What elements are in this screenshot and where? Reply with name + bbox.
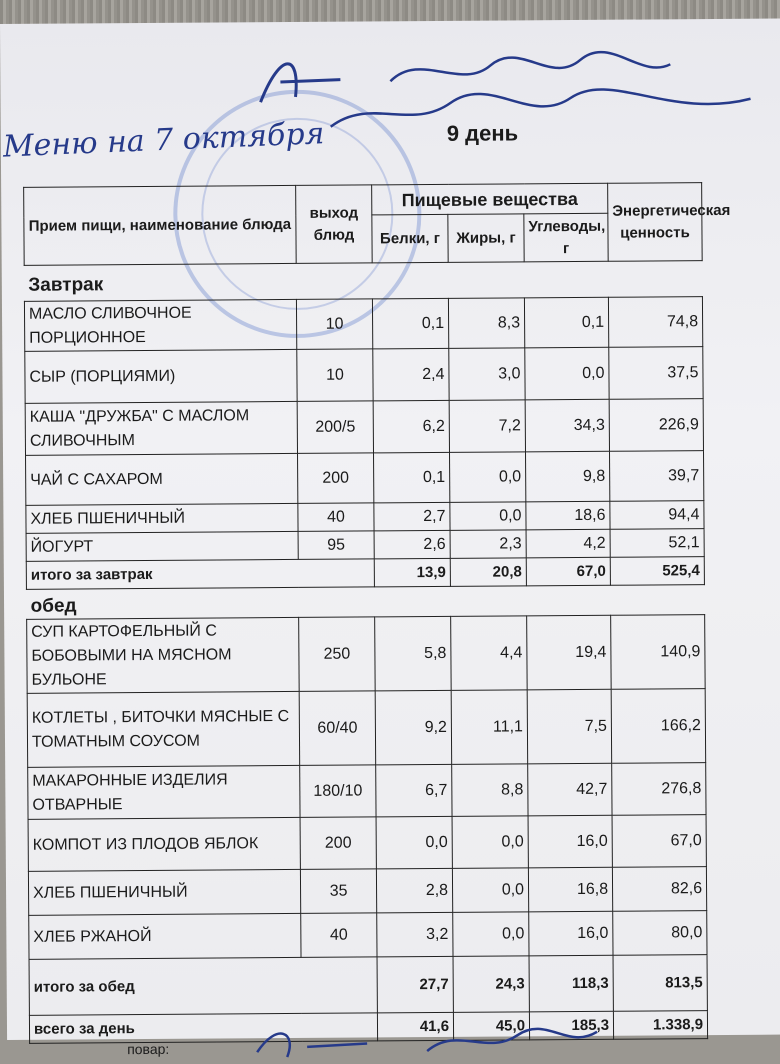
approval-signature: [250, 39, 771, 133]
cook-signature: [247, 1020, 607, 1063]
dish-energy: 80,0: [613, 911, 707, 956]
menu-sheet: [0, 19, 780, 1058]
dish-protein: 2,7: [374, 502, 450, 531]
table-row: [26, 451, 704, 506]
dish-fat: 2,3: [450, 530, 526, 559]
dish-yield: 180/10: [300, 765, 376, 818]
dish-fat: 0,0: [452, 816, 528, 869]
dish-energy: 37,5: [609, 347, 703, 400]
dish-fat: 8,8: [452, 764, 528, 817]
dish-energy: 39,7: [610, 451, 704, 502]
dish-protein: 2,4: [373, 348, 449, 401]
dish-fat: 0,0: [450, 452, 526, 503]
section-breakfast: Завтрак: [28, 273, 104, 296]
header-carbs: Углеводы, г: [524, 213, 608, 262]
dish-energy: 276,8: [612, 763, 706, 816]
dish-carbs: 19,4: [527, 615, 612, 690]
dish-yield: 40: [298, 503, 374, 532]
dish-yield: 10: [297, 349, 373, 402]
dish-fat: 0,0: [452, 868, 528, 913]
dish-protein: 2,6: [374, 530, 450, 559]
table-row: [28, 867, 706, 916]
total-carbs: 118,3: [529, 955, 613, 1012]
dish-carbs: 18,6: [526, 501, 610, 530]
dish-energy: 52,1: [610, 529, 704, 558]
total-energy: 1.338,9: [613, 1011, 707, 1040]
dish-carbs: 4,2: [526, 529, 610, 558]
dish-name: ЙОГУРТ: [26, 531, 298, 561]
dish-carbs: 9,8: [525, 451, 609, 502]
dish-protein: 0,1: [372, 298, 448, 349]
dish-protein: 0,1: [374, 452, 450, 503]
dish-name: ХЛЕБ РЖАНОЙ: [29, 913, 301, 959]
total-label: итого за завтрак: [26, 559, 374, 589]
table-row: [29, 911, 707, 960]
dish-energy: 140,9: [611, 615, 706, 690]
total-energy: 813,5: [613, 955, 707, 1012]
menu-table: [23, 182, 731, 1044]
dish-carbs: 7,5: [527, 689, 612, 764]
table-row: [27, 689, 706, 768]
dish-protein: 6,2: [373, 400, 449, 453]
dish-yield: 10: [296, 299, 372, 350]
dish-carbs: 16,8: [528, 867, 612, 912]
dish-energy: 166,2: [611, 689, 706, 764]
dish-carbs: 0,1: [524, 297, 608, 348]
dish-energy: 74,8: [608, 297, 702, 348]
dish-yield: 200: [298, 453, 374, 504]
dish-name: КАША "ДРУЖБА" С МАСЛОМ СЛИВОЧНЫМ: [25, 401, 297, 455]
dish-fat: 3,0: [449, 348, 525, 401]
dish-fat: 11,1: [451, 690, 528, 765]
dish-carbs: 16,0: [529, 911, 613, 956]
section-lunch: обед: [30, 594, 77, 617]
total-protein: 13,9: [374, 558, 450, 587]
dish-energy: 94,4: [610, 501, 704, 530]
total-fat: 45,0: [453, 1012, 529, 1041]
lunch-total-row: [29, 955, 707, 1016]
dish-name: МАСЛО СЛИВОЧНОЕ ПОРЦИОННОЕ: [24, 299, 296, 351]
dish-yield: 95: [298, 531, 374, 560]
dish-fat: 8,3: [448, 298, 524, 349]
cook-label: повар:: [127, 1040, 170, 1058]
total-fat: 20,8: [450, 558, 526, 587]
dish-name: СУП КАРТОФЕЛЬНЫЙ С БОБОВЫМИ НА МЯСНОМ БУЛЬОНЕ: [27, 617, 300, 693]
total-protein: 41,6: [377, 1012, 453, 1041]
header-energy: Энергетическая ценность: [608, 183, 703, 262]
table-row: [28, 815, 706, 872]
table-row: [25, 347, 703, 404]
table-row: [25, 399, 703, 456]
header-fat: Жиры, г: [448, 214, 524, 263]
dish-name: КОТЛЕТЫ , БИТОЧКИ МЯСНЫЕ С ТОМАТНЫМ СОУСОМ: [27, 691, 300, 767]
dish-name: СЫР (ПОРЦИЯМИ): [25, 349, 297, 403]
dish-name: ХЛЕБ ПШЕНИЧНЫЙ: [26, 503, 298, 533]
dish-fat: 0,0: [450, 502, 526, 531]
header-protein: Белки, г: [372, 214, 448, 263]
dish-protein: 9,2: [375, 690, 452, 765]
total-fat: 24,3: [453, 956, 529, 1013]
total-protein: 27,7: [377, 956, 453, 1013]
total-label: итого за обед: [29, 957, 377, 1015]
dish-carbs: 42,7: [528, 763, 612, 816]
header-meal: Прием пищи, наименование блюда: [24, 185, 297, 265]
dish-name: ХЛЕБ ПШЕНИЧНЫЙ: [28, 869, 300, 915]
dish-fat: 7,2: [449, 400, 525, 453]
dish-protein: 6,7: [376, 764, 452, 817]
dish-yield: 250: [299, 617, 376, 692]
dish-energy: 67,0: [612, 815, 706, 868]
dish-yield: 200/5: [297, 401, 373, 454]
table-row: [24, 297, 702, 352]
dish-protein: 0,0: [376, 816, 452, 869]
dish-fat: 0,0: [453, 912, 529, 957]
dish-protein: 3,2: [377, 912, 453, 957]
dish-name: МАКАРОННЫЕ ИЗДЕЛИЯ ОТВАРНЫЕ: [28, 765, 300, 819]
dish-yield: 40: [301, 913, 377, 958]
dish-carbs: 34,3: [525, 399, 609, 452]
total-carbs: 185,3: [529, 1011, 613, 1040]
dish-protein: 5,8: [375, 616, 452, 691]
total-label: всего за день: [29, 1013, 377, 1043]
day-title: 9 день: [446, 120, 519, 146]
dish-yield: 200: [300, 817, 376, 870]
dish-fat: 4,4: [451, 616, 528, 691]
dish-energy: 226,9: [609, 399, 703, 452]
dish-yield: 60/40: [299, 691, 376, 766]
menu-date-note: Меню на 7 октября: [2, 116, 326, 165]
dish-energy: 82,6: [612, 867, 706, 912]
dish-name: КОМПОТ ИЗ ПЛОДОВ ЯБЛОК: [28, 817, 300, 871]
table-row: [28, 763, 706, 820]
dish-carbs: 16,0: [528, 815, 612, 868]
dish-protein: 2,8: [376, 868, 452, 913]
total-carbs: 67,0: [526, 557, 610, 586]
total-energy: 525,4: [610, 557, 704, 586]
dish-carbs: 0,0: [525, 347, 609, 400]
table-row: [27, 615, 706, 694]
header-nutrients: Пищевые вещества: [372, 183, 608, 215]
header-yield: выход блюд: [296, 185, 373, 264]
dish-name: ЧАЙ С САХАРОМ: [26, 453, 298, 505]
dish-yield: 35: [300, 869, 376, 914]
